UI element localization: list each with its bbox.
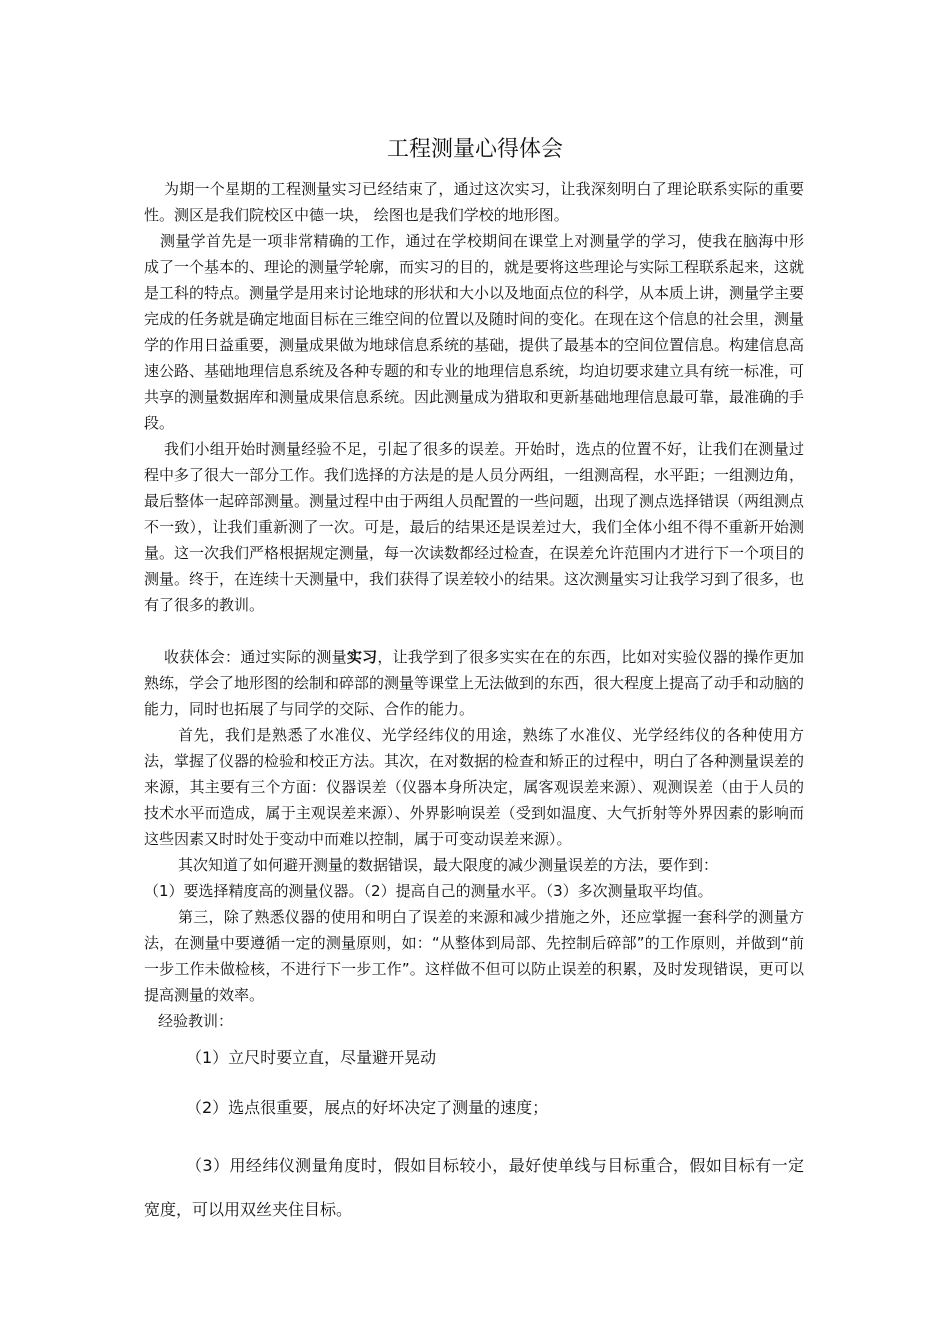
paragraph-measures-list: （1）要选择精度高的测量仪器。（2）提高自己的测量水平。（3）多次测量取平均值。 [144,882,713,900]
gains-bold-word: 实习 [346,648,378,666]
lesson-item-1: （1）立尺时要立直，尽量避开晃动 [186,1048,437,1067]
paragraph-group-experience: 我们小组开始时测量经验不足，引起了很多的误差。开始时，选点的位置不好，让我们在测量过程中多了很大一部分工作。我们选择的方法是的是人员分两组，一组测高程，水平距；一组测边角，最后整体一起碎部测量。测量过程中由于两组人员配置的一些问题，出现了测点选择错误（两组测点不一致），让我们重新测了一次。可是，最后的结果还是误差过大，我们全体小组不得不重新开始测量。这一次我们严格根据规定测量，每一次读数都经过检查，在误差允许范围内才进行下一个项目的测量。终于，在连续十天测量中，我们获得了误差较小的结果。这次测量实习让我学习到了很多，也有了很多的教训。 [144,440,805,614]
document-title: 工程测量心得体会 [386,137,563,162]
paragraph-lessons-heading: 经验教训： [158,1012,234,1030]
paragraph-gap [144,618,804,644]
paragraph-third-point: 第三，除了熟悉仪器的使用和明白了误差的来源和减少措施之外，还应掌握一套科学的测量方法，在测量中要遵循一定的测量原则，如：“从整体到局部、先控制后碎部”的工作原则，并做到“前一步工作未做检核，不进行下一步工作”。这样做不但可以防止误差的积累，及时发现错误，更可以提高测量的效率。 [144,908,804,1004]
paragraph-surveying-science: 测量学首先是一项非常精确的工作，通过在学校期间在课堂上对测量学的学习，使我在脑海中形成了一个基本的、理论的测量学轮廓，而实习的目的，就是要将这些理论与实际工程联系起来，这就是工科的特点。测量学是用来讨论地球的形状和大小以及地面点位的科学，从本质上讲，测量学主要完成的任务就是确定地面目标在三维空间的位置以及随时间的变化。在现在这个信息的社会里，测量学的作用日益重要，测量成果做为地球信息系统的基础，提供了最基本的空间位置信息。构建信息高速公路、基础地理信息系统及各种专题的和专业的地理信息系统，均迫切要求建立具有统一标准，可共享的测量数据库和测量成果信息系统。因此测量成为猎取和更新基础地理信息最可靠，最准确的手段。 [144,232,805,432]
paragraph-gains [144,644,804,722]
lesson-item-2: （2）选点很重要，展点的好坏决定了测量的速度； [186,1098,549,1117]
gains-text-start: 收获体会：通过实际的测量 [164,648,347,666]
document-body [144,176,804,1232]
paragraph-first-point: 首先，我们是熟悉了水准仪、光学经纬仪的用途，熟练了水准仪、光学经纬仪的各种使用方法，掌握了仪器的检验和校正方法。其次，在对数据的检查和矫正的过程中，明白了各种测量误差的来源，其主要有三个方面：仪器误差（仪器本身所决定，属客观误差来源）、观测误差（由于人员的技术水平而造成，属于主观误差来源）、外界影响误差（受到如温度、大气折射等外界因素的影响而这些因素又时时处于变动中而难以控制，属于可变动误差来源）。 [144,726,805,848]
lesson-item-3: （3）用经纬仪测量角度时，假如目标较小，最好使单线与目标重合，假如目标有一定宽度，可以用双丝夹住目标。 [144,1156,804,1219]
paragraph-intro: 为期一个星期的工程测量实习已经结束了，通过这次实习，让我深刻明白了理论联系实际的重要性。测区是我们院校区中德一块， 绘图也是我们学校的地形图。 [144,180,804,224]
gains-text-end: ，让我学到了很多实实在在的东西，比如对实验仪器的操作更加熟练，学会了地形图的绘制和碎部的测量等课堂上无法做到的东西，很大程度上提高了动手和动脑的能力，同时也拓展了与同学的交际、合作的能力。 [144,648,805,718]
paragraph-second-point: 其次知道了如何避开测量的数据错误，最大限度的减少测量误差的方法，要作到： [178,856,719,874]
